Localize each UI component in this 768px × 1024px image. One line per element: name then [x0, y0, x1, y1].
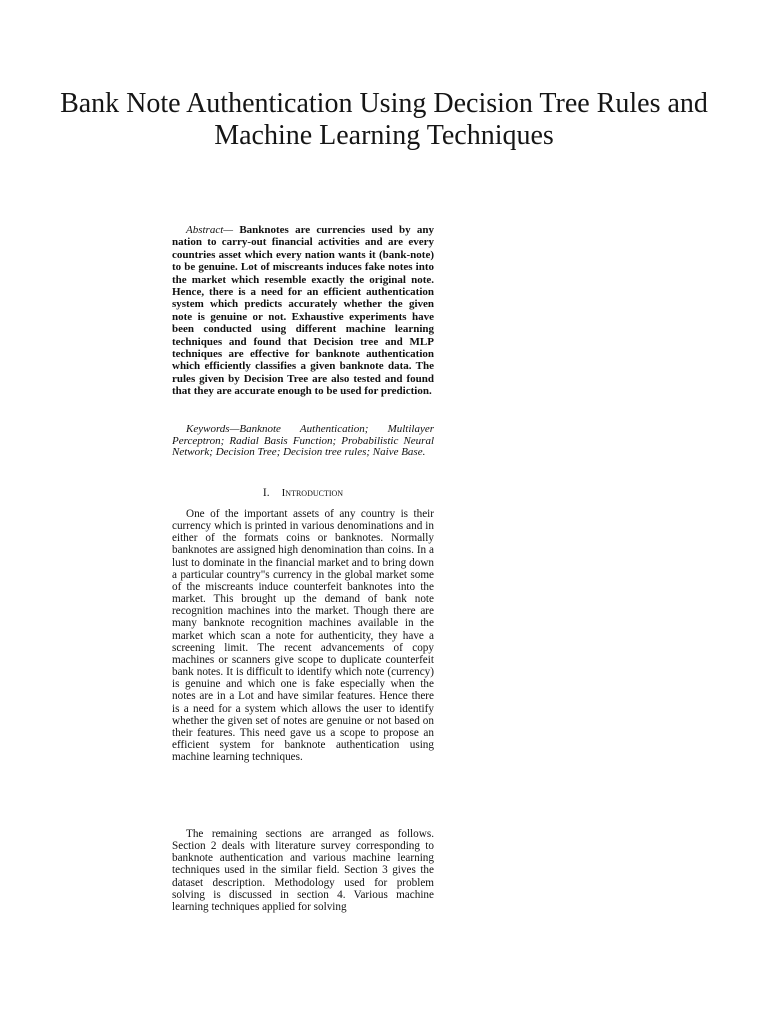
section-heading-introduction	[172, 486, 434, 500]
keywords: Keywords—Banknote Authentication; Multilayer Perceptron; Radial Basis Function; Probabilistic Neural Network; Decision Tree; Decision tree rules; Naive Base.	[172, 423, 434, 458]
abstract	[172, 224, 434, 398]
section-number: I.	[262, 487, 270, 499]
section-name: Introduction	[281, 487, 344, 499]
paper-title: Bank Note Authentication Using Decision Tree Rules and Machine Learning Techniques	[60, 88, 708, 151]
body-paragraph-1: One of the important assets of any country is their currency which is printed in various denominations and in either of the formats coins or banknotes. Normally banknotes are assigned high denomination than coins. In a lust to dominate in the financial market and to bring down a particular country"s currency in the global market some of the miscreants induce counterfeit banknotes into the market. This brought up the demand of bank note recognition machines into the market. Though there are many banknote recognition machines available in the market which scan a note for authenticity, they have a screening limit. The recent advancements of copy machines or scanners give scope to duplicate counterfeit bank notes. It is difficult to identify which note (currency) is genuine and which one is fake especially when the notes are in a Lot and have similar features. Hence there is a need for a system which allows the user to identify whether the given set of notes are genuine or not based on their features. This need gave us a scope to propose an efficient system for banknote authentication using machine learning techniques.	[172, 508, 434, 764]
abstract-text: Banknotes are currencies used by any nation to carry-out financial activities and are every countries asset which every nation wants it (bank-note) to be genuine. Lot of miscreants induces fake notes into the market which resemble exactly the original note. Hence, there is a need for an efficient authentication system which predicts accurately whether the given note is genuine or not. Exhaustive experiments have been conducted using different machine learning techniques and found that Decision tree and MLP techniques are effective for banknote authentication which efficiently classifies a given banknote data. The rules given by Decision Tree are also tested and found that they are accurate enough to be used for prediction.	[172, 224, 434, 398]
body-paragraph-2: The remaining sections are arranged as follows. Section 2 deals with literature survey corresponding to banknote authentication and various machine learning techniques used in the similar field. Section 3 gives the dataset description. Methodology used for problem solving is discussed in section 4. Various machine learning techniques applied for solving	[172, 828, 434, 913]
abstract-label: Abstract—	[186, 224, 234, 236]
